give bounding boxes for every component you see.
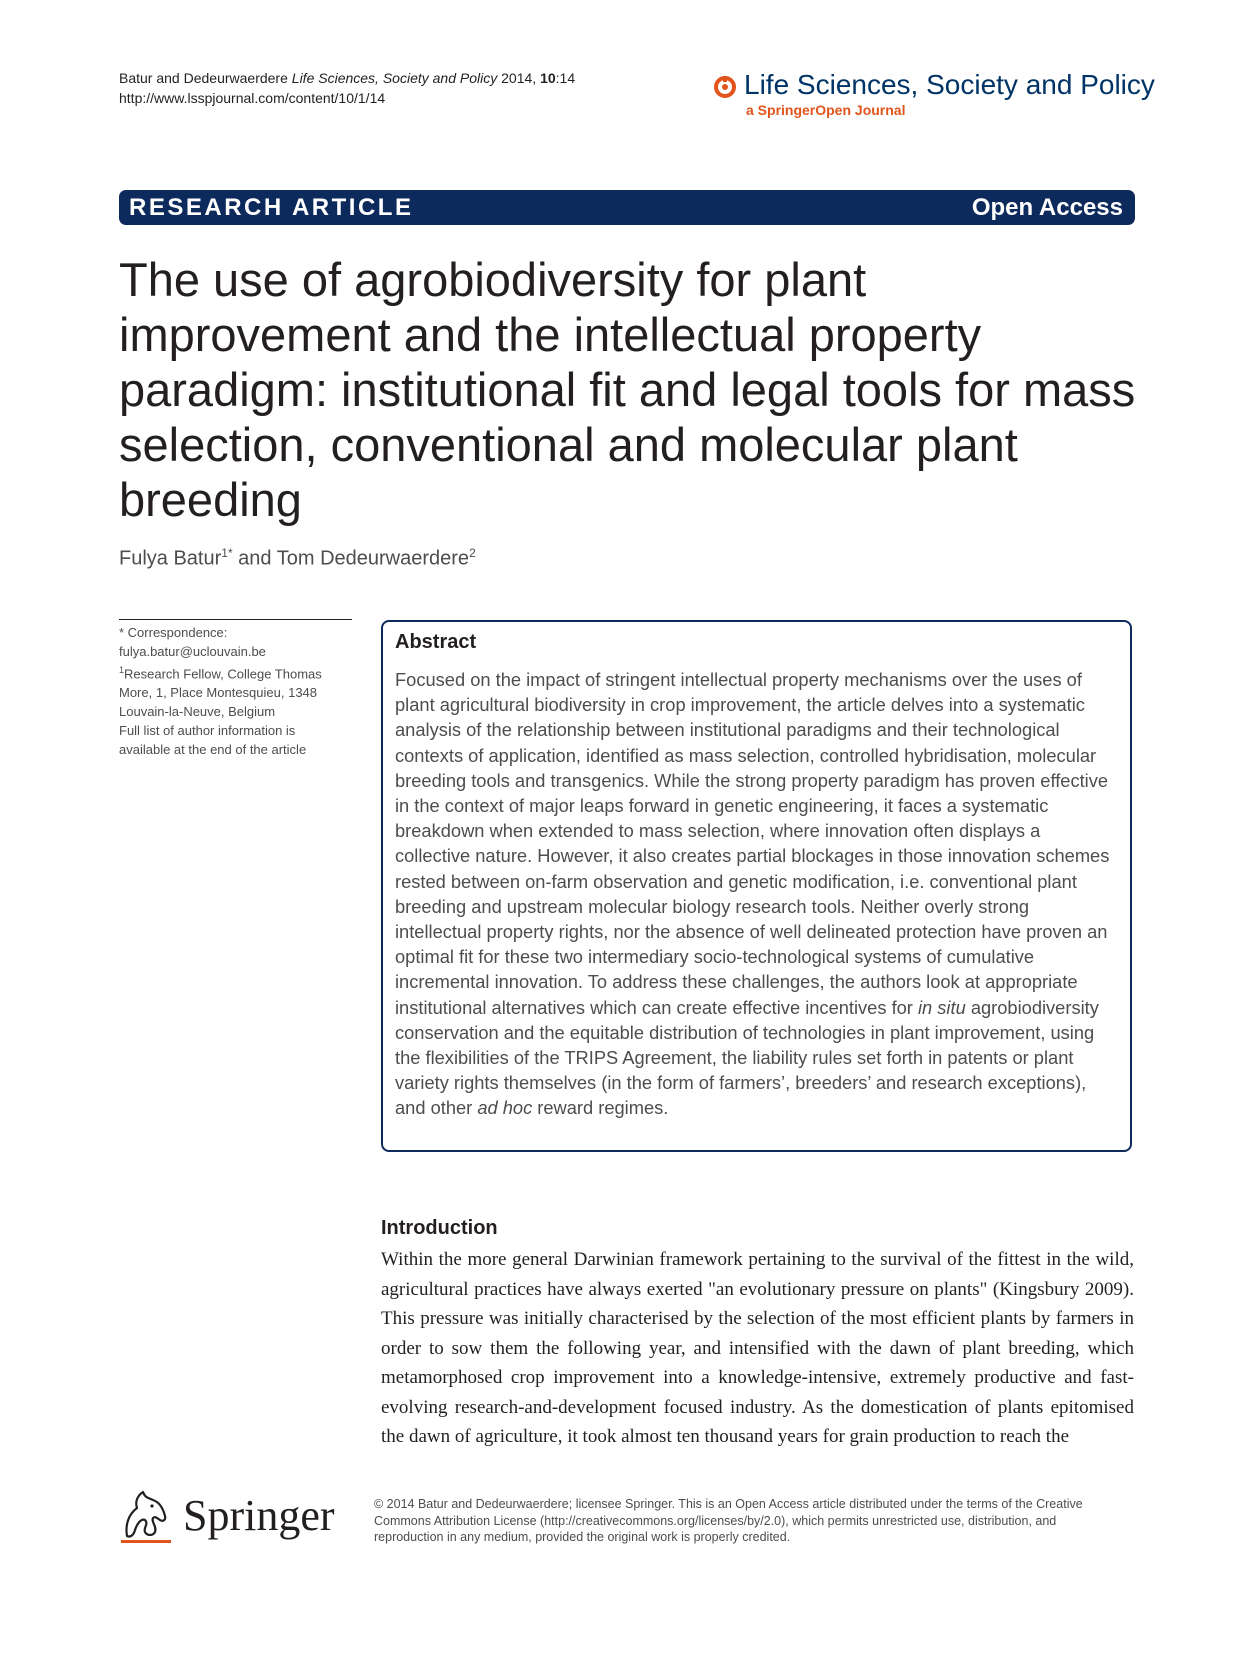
license-statement [374,1496,1114,1546]
license-line: reproduction in any medium, provided the original work is properly credited. [374,1530,791,1544]
author-info-note: Full list of author information is [119,723,296,739]
author-list [119,546,476,571]
open-access-label: Open Access [971,194,1123,221]
license-line: Commons Attribution License (http://creativecommons.org/licenses/by/2.0), which permits unrestricted use, distribution, and [374,1513,1057,1528]
journal-subtitle: a SpringerOpen Journal [746,102,906,118]
affiliation-marker: 1 [119,665,125,675]
article-type-label: RESEARCH ARTICLE [129,194,414,221]
section-heading-introduction: Introduction [381,1217,498,1239]
citation-year: 2014, [501,70,537,86]
author-name[interactable]: Fulya Batur [119,547,222,570]
article-type-banner [119,190,1135,225]
springer-horse-icon [119,1488,175,1540]
author-affiliation-marker: 2 [469,546,476,560]
correspondence-block [119,623,359,759]
journal-name: Life Sciences, Society and Policy [744,69,1155,100]
journal-logo[interactable] [714,68,1155,124]
abstract-italic-term: in situ [917,996,966,1018]
citation-volume: 10 [540,70,556,86]
article-title: The use of agrobiodiversity for plant improvement and the intellectual property paradigm: institutional fit and legal tools for mass selection, conventional and molecular plant breeding [119,253,1136,526]
abstract-text: Focused on the impact of stringent intellectual property mechanisms over the uses of plant agricultural biodiversity in crop improvement, the article delves into a systematic analysis of the relationship between institutional paradigms and their technological contexts of application, identified as mass selection, controlled hybridisation, molecular breeding tools and transgenics. While the strong property paradigm has proven effective in the context of major leaps forward in genetic engineering, it faces a systematic breakdown when extended to mass selection, where innovation often displays a collective nature. However, it also creates partial blockages in those innovation schemes rested between on-farm observation and genetic modification, i.e. conventional plant breeding and upstream molecular biology research tools. Neither overly strong intellectual property rights, nor the absence of well delineated protection have proven an optimal fit for these two intermediary socio-technological systems of cumulative incremental innovation. To address these challenges, the authors look at appropriate institutional alternatives which can create effective incentives for in situ agrobiodiversity conservation and the equitable distribution of technologies in plant improvement, using the flexibilities of the TRIPS Agreement, the liability rules set forth in patents or plant variety rights themselves (in the form of farmers’, breeders’ and research exceptions), and other ad hoc reward regimes. [395,669,1110,1119]
license-line: © 2014 Batur and Dedeurwaerdere; licensee Springer. This is an Open Access article distributed under the terms of the Creative [374,1497,1083,1511]
citation-authors: Batur and Dedeurwaerdere [119,70,288,86]
springer-accent-bar [121,1540,171,1543]
author-name[interactable]: Tom Dedeurwaerdere [276,547,470,570]
article-citation [119,68,575,108]
correspondence-email[interactable]: fulya.batur@uclouvain.be [119,644,266,659]
citation-journal: Life Sciences, Society and Policy [291,70,498,86]
citation-line-1 [119,68,575,88]
affiliation-line: Louvain-la-Neuve, Belgium [119,704,276,720]
affiliation-line: More, 1, Place Montesquieu, 1348 [119,685,318,701]
affiliation-line: $^1$Research Fellow, College Thomas [119,665,322,682]
springer-wordmark: Springer [183,1491,335,1540]
author-affiliation-marker: 1* [221,546,233,560]
abstract-italic-term: ad hoc [477,1097,533,1119]
springeropen-icon [714,76,736,98]
correspondence-label: * Correspondence: [119,625,228,640]
citation-article-number: :14 [555,70,576,86]
author-separator: and [232,547,277,570]
abstract-heading: Abstract [395,631,477,653]
introduction-text: Within the more general Darwinian framework pertaining to the survival of the fittest in the wild, agricultural practices have always exerted "an evolutionary pressure on plants" (Kingsbury 2009). This pressure was initially characterised by the selection of the most efficient plants by farmers in order to sow them the following year, and intensified with the dawn of plant breeding, which metamorphosed crop improvement into a knowledge-intensive, extremely productive and fast-evolving research-and-development focused industry. As the domestication of plants epitomised the dawn of agriculture, it took almost ten thousand years for grain production to reach the [381,1249,1134,1447]
abstract-box [381,620,1132,1152]
citation-url[interactable]: http://www.lsspjournal.com/content/10/1/14 [119,90,386,106]
author-info-note: available at the end of the article [119,742,307,758]
springer-logo[interactable] [119,1488,349,1548]
correspondence-divider [119,619,352,620]
